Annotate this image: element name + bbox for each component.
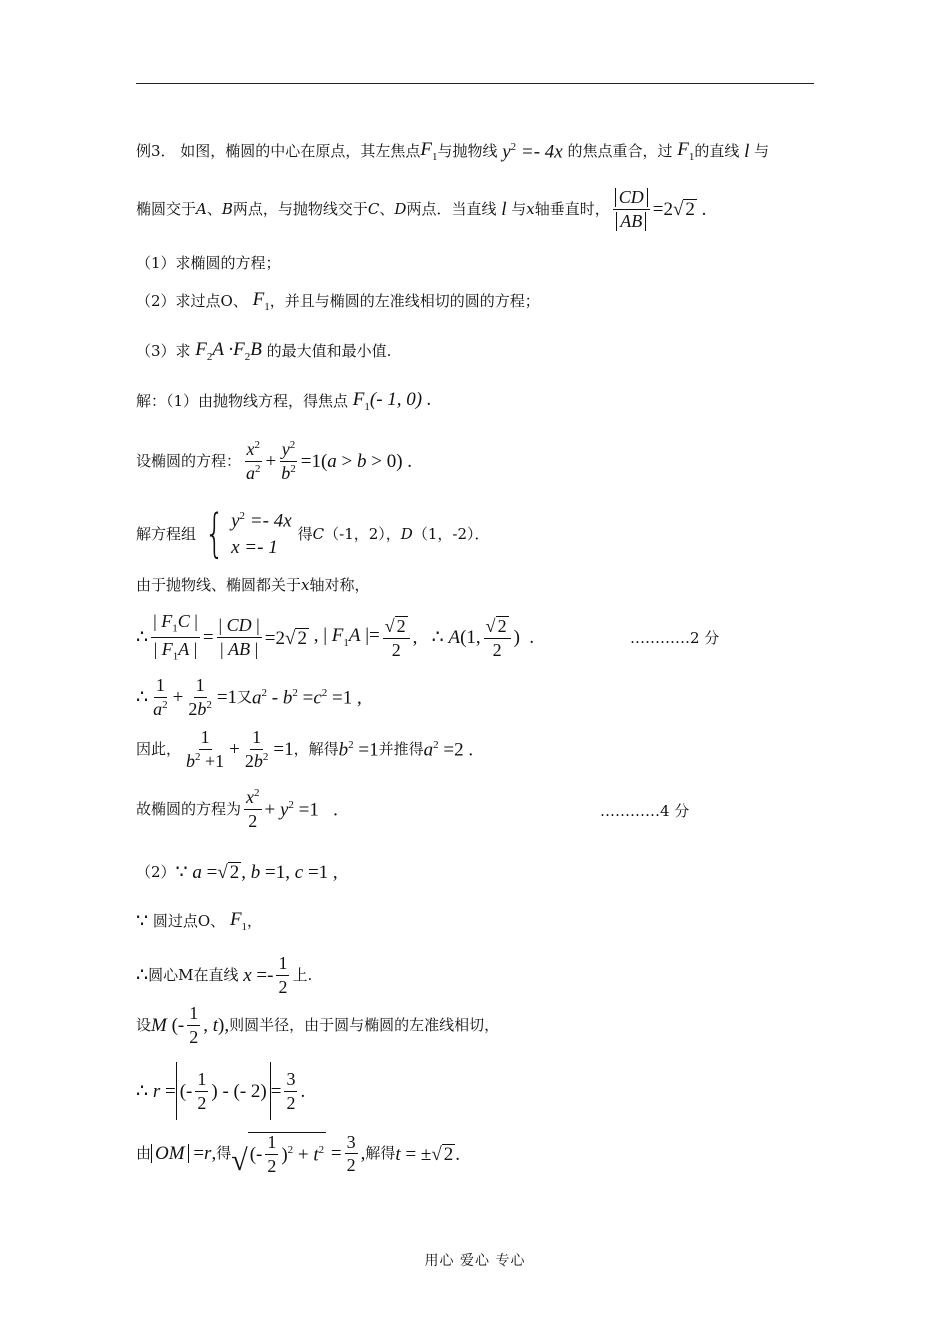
solution-text: 设椭圆的方程： — [136, 451, 242, 470]
page-footer: 用心 爱心 专心 — [424, 1253, 526, 1269]
question-text: （2）求过点 — [136, 291, 221, 310]
score-marker-4: …………4 分 — [600, 802, 690, 820]
example-text: 与 — [754, 141, 770, 160]
solution-text: 由于抛物线、椭圆都关于 — [136, 576, 302, 594]
solution-text: ，解得 — [293, 739, 339, 758]
formula-y2-b2: $\frac{y^2}{b^2}$ — [281, 439, 296, 483]
example-text: 轴垂直时， — [534, 199, 610, 218]
solution-text: （2） — [136, 862, 176, 881]
therefore-icon: ∴ — [136, 964, 149, 986]
solution-text: 并推得 — [378, 739, 424, 758]
solution-text: 轴对称， — [309, 576, 370, 594]
formula-sqrt2-over-2: √ 2 2 — [484, 616, 511, 660]
example-text: 、 — [379, 199, 395, 218]
brace-icon: { — [204, 504, 225, 564]
formula-b2: $b^2 =1$ — [338, 738, 379, 761]
therefore-icon: ∴ r = — [136, 1080, 176, 1102]
solution-text: 在直线 — [193, 965, 239, 984]
solution-line-11 — [136, 954, 312, 997]
formula-ellipse-condition: =1(a > b > 0) . — [300, 450, 413, 472]
solution-text: 得 — [297, 524, 313, 543]
formula-cd-ab: $\frac{| CD |}{| AB |}$ — [218, 615, 260, 660]
example-text: 、 — [206, 199, 222, 218]
question-2 — [136, 290, 540, 313]
because-icon: ∵ — [136, 910, 153, 932]
point-A: A — [196, 199, 207, 218]
solution-line-4 — [136, 578, 370, 593]
question-text: 、 — [232, 291, 248, 310]
solution-text: （-1，2）， — [324, 524, 401, 543]
point-O: O — [220, 291, 233, 310]
solution-text: 上. — [292, 965, 313, 984]
formula-abs-value: (- $\frac{1}{2}$ ) - (- 2) — [176, 1062, 271, 1120]
example-text: 两点．当直线 — [406, 199, 497, 218]
formula-abc-values: a =√ 2 , b =1, c =1 , — [192, 862, 338, 883]
formula-2sqrt2: =2√ 2 . — [652, 199, 707, 221]
example-text: 椭圆交于 — [136, 199, 197, 218]
solution-text: 因此， — [136, 739, 182, 758]
solution-line-9 — [136, 862, 338, 882]
therefore-icon: ∴ — [136, 627, 149, 649]
solution-text: 又 — [237, 687, 253, 706]
formula-F1: $F_1$ — [672, 139, 695, 163]
formula-line-x: x =- — [243, 964, 274, 986]
solution-text: 圆过点 — [152, 911, 198, 930]
formula-sqrt2-over-2: √ 2 2 — [383, 616, 410, 660]
formula-focus: $F_1(-$ 1, 0) . — [348, 389, 432, 413]
formula-1-over-2b2: $\frac{1}{2b^2}$ — [244, 727, 269, 771]
axis-x: x — [526, 199, 535, 218]
solution-text: 、 — [210, 911, 226, 930]
point-O: O — [197, 911, 211, 930]
formula-x2-a2: $\frac{x^2}{a^2}$ — [246, 439, 261, 483]
solution-line-13: ∴ r = (- $\frac{1}{2}$ ) - (- 2) = $\frac{3}{2}$ . — [136, 1062, 305, 1120]
example-line-1 — [136, 140, 769, 163]
formula-dot-product: $F_2A \cdot F_2B$ — [190, 339, 267, 363]
formula-parabola: $y^2 =- 4x$ — [497, 140, 568, 163]
formula-1-over-2b2: $\frac{1}{2b^2}$ — [188, 675, 212, 719]
solution-text: 故椭圆的方程为 — [136, 799, 242, 818]
point-C: C — [312, 524, 325, 543]
point-D: D — [394, 199, 407, 218]
solution-line-8: 故椭圆的方程为 $\frac{x^2}{2}$ + $y^2 =1$ . — [136, 787, 338, 831]
formula-M: M (- — [151, 1014, 185, 1036]
formula-1-over-2: $\frac{1}{2}$ — [189, 1003, 199, 1047]
solution-line-2: 设椭圆的方程： $\frac{x^2}{a^2}$ + $\frac{y^2}{b^2}$ =1(a > b > 0) . — [136, 439, 413, 483]
point-B: B — [221, 199, 233, 218]
solution-text: 解得 — [365, 1144, 396, 1163]
question-text: （3）求 — [136, 341, 191, 360]
formula-OM: OM =r, — [151, 1144, 216, 1163]
formula-sqrt-radius: √ (- $\frac{1}{2}$ )$^2 + t^2$ — [231, 1132, 325, 1177]
formula-3-over-2: $\frac{3}{2}$ — [286, 1068, 296, 1113]
point-D: D — [400, 524, 413, 543]
example-text: 的直线 — [694, 141, 740, 160]
formula-l: l — [496, 198, 512, 220]
formula-abc: $a^2 - b^2 =c^2 =1$ , — [252, 686, 362, 709]
header-rule — [136, 83, 814, 84]
solution-line-1 — [136, 390, 432, 413]
solution-line-3 — [136, 504, 490, 564]
question-3 — [136, 340, 391, 363]
formula-x2-over-2: $\frac{x^2}{2}$ — [246, 787, 260, 831]
question-text: ，并且与椭圆的左准线相切的圆的方程； — [269, 291, 540, 310]
question-text: 的最大值和最小值. — [266, 341, 392, 360]
formula-a2: $a^2 =2$ . — [423, 738, 474, 761]
solution-line-7: 因此， $\frac{1}{b^2 +1}$ + $\frac{1}{2b^2}$ =1 ，解得 $b^2 =1$ 并推得 $a^2 =2$ . — [136, 727, 474, 771]
solution-text: 解方程组 — [136, 524, 197, 543]
example-text: 与抛物线 — [437, 141, 498, 160]
formula-F1: $F_1$ — [247, 289, 270, 313]
formula-F1: $F_1$ — [225, 909, 248, 933]
solution-text: 圆心 — [148, 965, 179, 984]
example-text: 与 — [511, 199, 527, 218]
formula-F1: $F_1$ — [420, 139, 438, 163]
question-text: （1）求椭圆的方程； — [136, 254, 281, 272]
formula-1-over-2: $\frac{1}{2}$ — [278, 953, 288, 997]
equation-system: { $y^2 =- 4x$ x =- 1 — [204, 504, 292, 564]
example-text: 的焦点重合，过 — [567, 141, 673, 160]
therefore-icon: ∴ — [136, 686, 149, 708]
formula-1-over-b2plus1: $\frac{1}{b^2 +1}$ — [186, 727, 225, 771]
solution-line-6: ∴ $\frac{1}{a^2}$ + $\frac{1}{2b^2}$ =1 又 $a^2 - b^2 =c^2 =1$ , — [136, 675, 362, 719]
point-M: M — [178, 965, 194, 984]
solution-text: 由 — [136, 1144, 152, 1163]
solution-line-5: ∴ $\frac{| F_1C |}{| F_1A |}$ = $\frac{| CD |}{| AB |}$ =2√ 2 , | $F_1A$ |= √ 2 2 , ∴ A(1, √ 2 2 ) . — [136, 611, 535, 663]
solution-text: 设 — [136, 1015, 152, 1034]
solution-text: （1，-2）． — [412, 524, 490, 543]
solution-text: 解：（1）由抛物线方程，得焦点 — [136, 391, 349, 410]
formula-ratio-cd-ab: $\frac{CD}{AB}$ — [613, 188, 650, 231]
because-icon: ∵ — [175, 861, 193, 883]
score-marker-2: …………2 分 — [630, 629, 720, 647]
formula-t: t = ±√ 2 . — [395, 1143, 461, 1165]
formula-1-over-a2: $\frac{1}{a^2}$ — [153, 675, 168, 719]
example-text: 例3． 如图，椭圆的中心在原点，其左焦点 — [136, 141, 421, 160]
solution-text: 得 — [216, 1144, 232, 1163]
question-1 — [136, 256, 281, 271]
point-C: C — [367, 199, 380, 218]
formula-l: l — [739, 140, 755, 162]
formula-f1c-f1a: $\frac{| F_1C |}{| F_1A |}$ — [153, 611, 198, 663]
solution-line-10: ∵ 圆过点 O 、 $F_1$ ， — [136, 909, 263, 933]
example-text: 两点，与抛物线交于 — [232, 199, 368, 218]
solution-line-14: 由 OM =r, 得 √ (- $\frac{1}{2}$ )$^2 + t^2$ = $\frac{3}{2}$ , 解得 t = ±√ 2 . — [136, 1131, 461, 1177]
solution-text: 则圆半径，由于圆与椭圆的左准线相切， — [229, 1015, 500, 1034]
example-line-2 — [136, 188, 706, 231]
axis-x: x — [301, 576, 310, 594]
formula-3-over-2: $\frac{3}{2}$ — [346, 1131, 356, 1176]
solution-line-12: 设 M (- $\frac{1}{2}$ , t), 则圆半径，由于圆与椭圆的左准线相切， — [136, 1003, 500, 1047]
